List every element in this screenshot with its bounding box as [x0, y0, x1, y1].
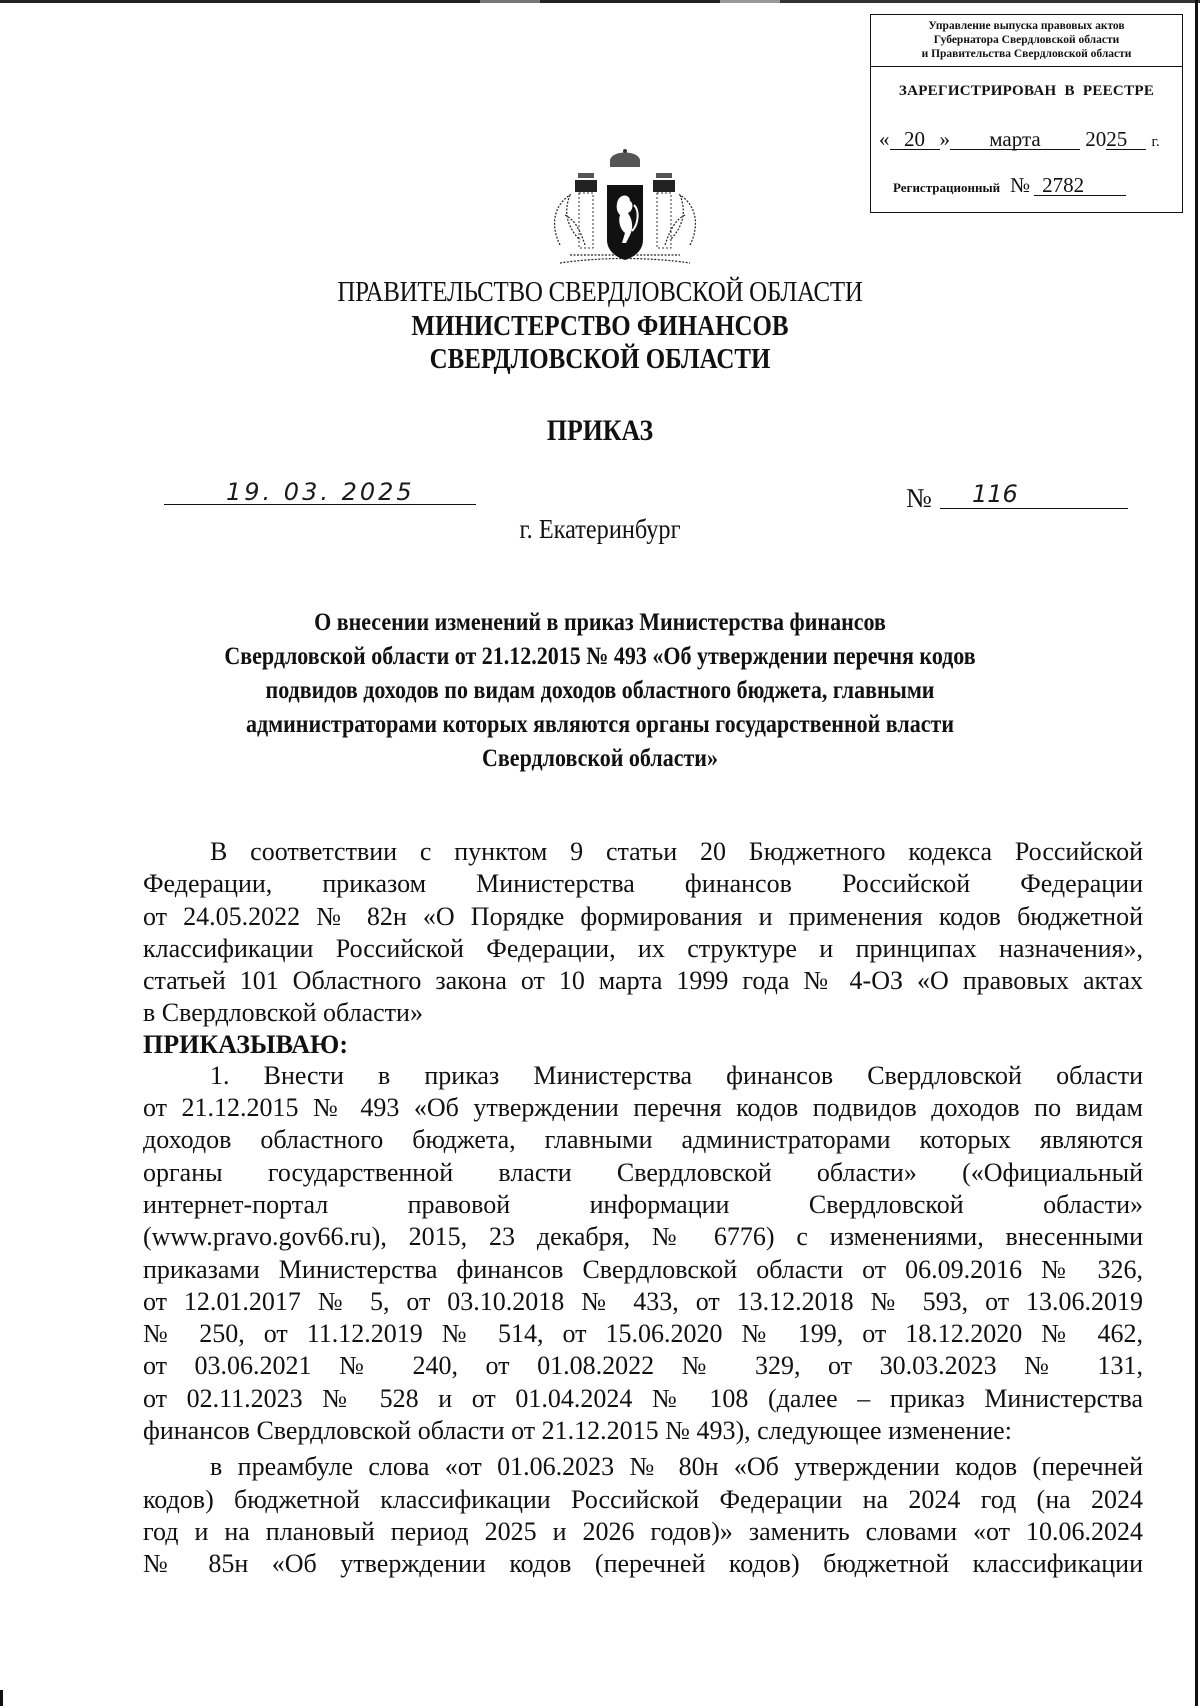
subject-line: Свердловской области от 21.12.2015 № 493 «Об утверждении перечня кодов	[224, 643, 976, 670]
body-line: органы государственной власти Свердловской области» («Официальный	[143, 1157, 1143, 1187]
document-subject	[140, 606, 1060, 776]
scan-edge-right	[1195, 0, 1198, 1706]
stamp-department-line: и Правительства Свердловской области	[921, 48, 1132, 60]
body-line: в преамбуле слова «от 01.06.2023 № 80н «Об утверждении кодов (перечней	[210, 1452, 1143, 1482]
stamp-department	[871, 15, 1182, 67]
stamp-no-sign: №	[1010, 173, 1031, 197]
amendment	[143, 1451, 1143, 1580]
subject-line: Свердловской области»	[482, 745, 718, 772]
city: г. Екатеринбург	[519, 514, 681, 544]
government-name: ПРАВИТЕЛЬСТВО СВЕРДЛОВСКОЙ ОБЛАСТИ	[337, 276, 863, 308]
body-line: (www.pravo.gov66.ru), 2015, 23 декабря, № 6776) с изменениями, внесенными	[143, 1222, 1143, 1252]
clause-1	[143, 1060, 1143, 1448]
stamp-reg-value: 2782	[1034, 175, 1126, 196]
body-line: доходов областного бюджета, главными администраторами которых являются	[143, 1125, 1143, 1155]
subject-line: администраторами которых являются органы государственной власти	[246, 711, 954, 738]
stamp-reg-number	[893, 173, 1126, 198]
document-date: 19. 03. 2025	[226, 478, 415, 506]
stamp-reg-label: Регистрационный	[893, 180, 1001, 195]
body-line: от 02.11.2023 № 528 и от 01.04.2024 № 108 (далее – приказ Министерства	[143, 1383, 1143, 1413]
body-line: финансов Свердловской области от 21.12.2015 № 493), следующее изменение:	[143, 1416, 1012, 1446]
coat-of-arms-icon	[540, 145, 710, 275]
document-type: ПРИКАЗ	[546, 414, 654, 447]
order-word: ПРИКАЗЫВАЮ:	[143, 1029, 348, 1059]
stamp-registered-label: ЗАРЕГИСТРИРОВАН В РЕЕСТРЕ	[898, 83, 1155, 99]
document-number: 116	[972, 480, 1018, 508]
scan-edge-top	[0, 0, 1200, 3]
body-line: в Свердловской области»	[143, 998, 423, 1028]
body-line: год и на плановый период 2025 и 2026 годов)» заменить словами «от 10.06.2024	[143, 1516, 1143, 1546]
number-underline	[940, 508, 1128, 509]
stamp-month: марта	[950, 129, 1080, 150]
document-body	[143, 836, 1143, 1581]
body-line: кодов) бюджетной классификации Российской Федерации на 2024 год (на 2024	[143, 1484, 1143, 1514]
quote-close: »	[939, 127, 950, 151]
body-line: от 24.05.2022 № 82н «О Порядке формирования и применения кодов бюджетной	[143, 901, 1143, 931]
body-line: № 85н «Об утверждении кодов (перечней кодов) бюджетной классификации	[143, 1549, 1143, 1579]
ministry-name-line2: СВЕРДЛОВСКОЙ ОБЛАСТИ	[429, 343, 771, 375]
stamp-day: 20	[890, 129, 940, 150]
stamp-year-suffix: 25	[1106, 129, 1146, 150]
number-sign: №	[906, 483, 932, 513]
subject-line: О внесении изменений в приказ Министерства финансов	[314, 609, 886, 636]
body-line: от 03.06.2021 № 240, от 01.08.2022 № 329, от 30.03.2023 № 131,	[143, 1351, 1143, 1381]
scan-edge-left	[0, 1690, 3, 1706]
body-line: от 12.01.2017 № 5, от 03.10.2018 № 433, от 13.12.2018 № 593, от 13.06.2019	[143, 1286, 1143, 1316]
preamble	[143, 836, 1143, 1030]
stamp-department-line: Управление выпуска правовых актов	[928, 20, 1125, 32]
body-line: интернет-портал правовой информации Свердловской области»	[143, 1189, 1143, 1219]
body-line: В соответствии с пунктом 9 статьи 20 Бюджетного кодекса Российской	[210, 837, 1143, 866]
registration-stamp	[870, 14, 1183, 213]
quote-open: «	[879, 127, 890, 151]
body-line: классификации Российской Федерации, их структуре и принципах назначения»,	[143, 933, 1143, 963]
stamp-date	[879, 127, 1160, 152]
body-line: от 21.12.2015 № 493 «Об утверждении перечня кодов подвидов доходов по видам	[143, 1093, 1143, 1123]
stamp-year-unit: г.	[1151, 134, 1160, 150]
stamp-department-line: Губернатора Свердловской области	[933, 34, 1120, 46]
body-line: № 250, от 11.12.2019 № 514, от 15.06.2020 № 199, от 18.12.2020 № 462,	[143, 1319, 1143, 1349]
ministry-name-line1: МИНИСТЕРСТВО ФИНАНСОВ	[411, 310, 789, 342]
subject-line: подвидов доходов по видам доходов областного бюджета, главными	[265, 677, 935, 704]
body-line: приказами Министерства финансов Свердловской области от 06.09.2016 № 326,	[143, 1254, 1143, 1284]
body-line: 1. Внести в приказ Министерства финансов Свердловской области	[210, 1060, 1143, 1090]
body-line: Федерации, приказом Министерства финансов Российской Федерации	[143, 869, 1143, 899]
body-line: статьей 101 Областного закона от 10 марта 1999 года № 4-ОЗ «О правовых актах	[143, 966, 1143, 996]
stamp-year-prefix: 20	[1085, 127, 1107, 151]
